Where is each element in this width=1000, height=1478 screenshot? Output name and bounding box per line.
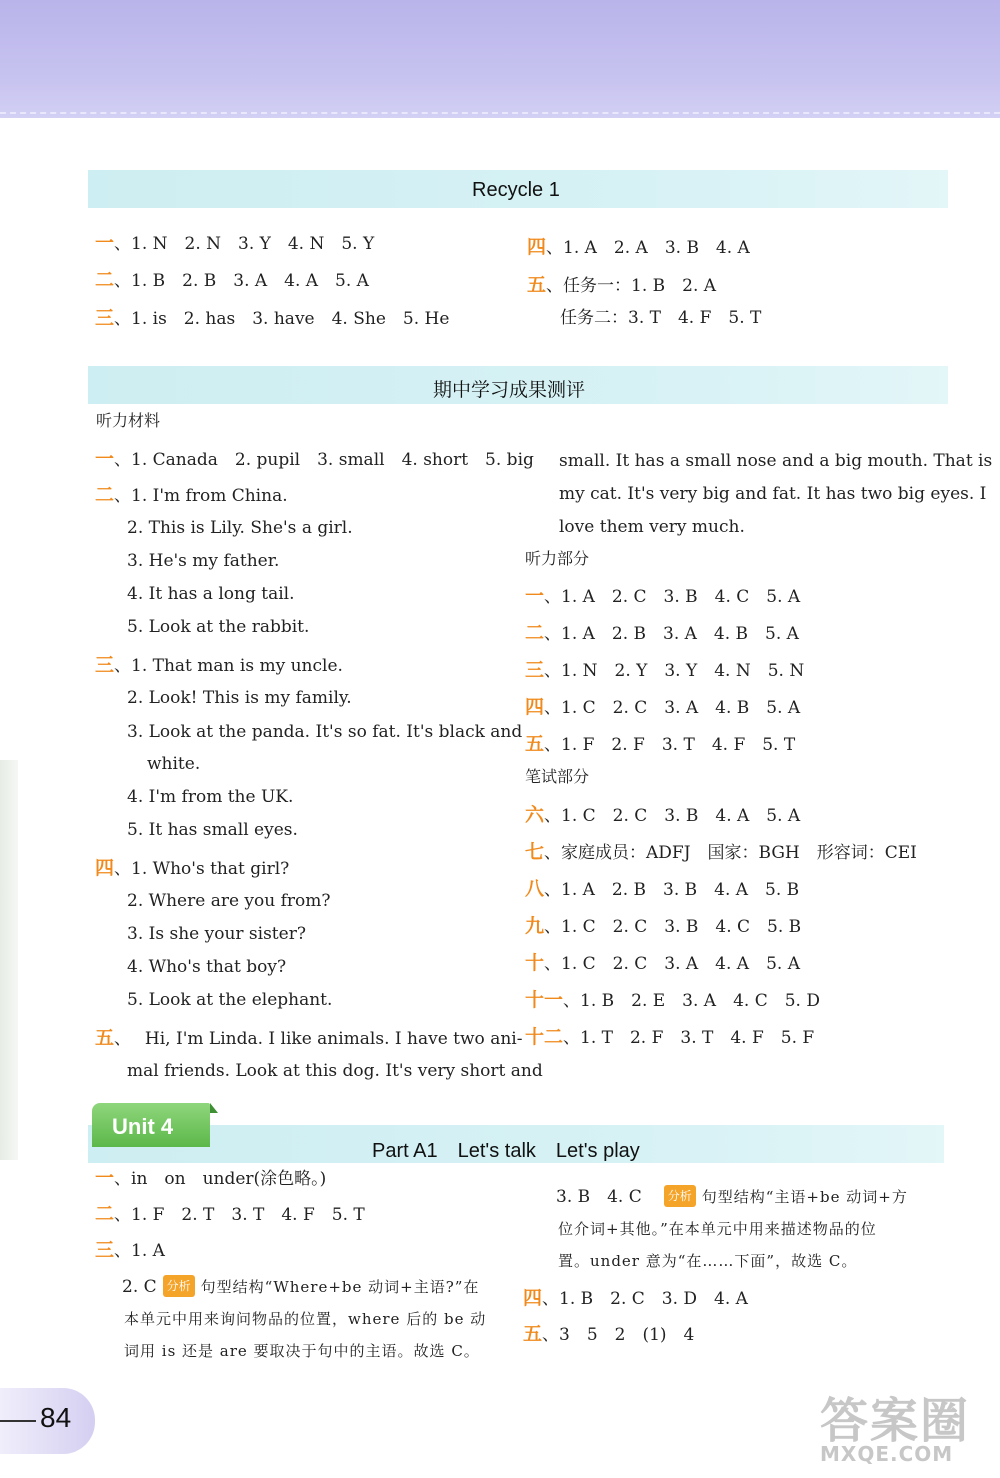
item-number: 八 bbox=[525, 878, 545, 900]
answer-line bbox=[559, 451, 992, 471]
analysis-text: 句型结构“Where+be 动词+主语?”在 bbox=[200, 1278, 480, 1296]
answer-text: 、1. A 2. B 3. A 4. B 5. A bbox=[544, 624, 799, 644]
answer-text: 4. It has a long tail. bbox=[127, 584, 295, 604]
section-title-unit4: Part A1 Let's talk Let's play bbox=[372, 1140, 640, 1162]
answer-line bbox=[525, 879, 799, 900]
answer-line bbox=[525, 660, 804, 681]
answer-line bbox=[525, 990, 820, 1011]
page-number-dash bbox=[0, 1420, 36, 1422]
answer-line bbox=[559, 517, 745, 537]
answer-text: 、1. C 2. C 3. A 4. A 5. A bbox=[544, 954, 800, 974]
answer-line bbox=[525, 916, 801, 937]
analysis-tag: 分析 bbox=[163, 1275, 195, 1297]
item-number: 二 bbox=[95, 1203, 115, 1225]
answer-line bbox=[525, 805, 800, 826]
tab-fold bbox=[210, 1103, 218, 1113]
watermark bbox=[810, 1382, 990, 1472]
item-number: 一 bbox=[95, 448, 115, 470]
answer-line bbox=[124, 1341, 480, 1361]
answer-line bbox=[95, 1204, 365, 1225]
analysis-tag: 分析 bbox=[664, 1185, 696, 1207]
unit-tab bbox=[92, 1103, 210, 1147]
answer-line bbox=[525, 842, 917, 863]
answer-text: 4. Who's that boy? bbox=[127, 957, 287, 977]
answer-text: 、1. A 2. C 3. B 4. C 5. A bbox=[544, 587, 801, 607]
item-number: 十二 bbox=[525, 1026, 564, 1048]
answer-line bbox=[523, 1324, 694, 1345]
item-number: 三 bbox=[95, 307, 115, 329]
answer-line bbox=[127, 820, 298, 840]
item-number: 五 bbox=[527, 274, 547, 296]
item-number: 一 bbox=[95, 1167, 115, 1189]
answer-text: 5. Look at the elephant. bbox=[127, 990, 333, 1010]
section-bar-recycle bbox=[88, 170, 948, 208]
section-title-recycle: Recycle 1 bbox=[472, 179, 560, 201]
answer-text: mal friends. Look at this dog. It's very short and bbox=[127, 1061, 543, 1081]
analysis-text: 句型结构“主语+be 动词+方 bbox=[701, 1188, 908, 1206]
answer-text: 、1. C 2. C 3. B 4. C 5. B bbox=[544, 917, 802, 937]
item-number: 一 bbox=[525, 585, 545, 607]
item-number: 一 bbox=[95, 232, 115, 254]
answer-line bbox=[127, 584, 294, 604]
answer-line bbox=[127, 518, 353, 538]
answer-line bbox=[127, 551, 279, 571]
answer-text: 听力部分 bbox=[525, 549, 590, 568]
watermark-logo-text: 答案圈 bbox=[820, 1393, 971, 1449]
answer-line bbox=[127, 617, 309, 637]
answer-text: 、1. C 2. C 3. B 4. A 5. A bbox=[544, 806, 801, 826]
item-number: 二 bbox=[95, 269, 115, 291]
item-number: 五 bbox=[95, 1027, 115, 1049]
answer-text: 2. Look! This is my family. bbox=[127, 688, 352, 708]
answer-text: 、1. N 2. Y 3. Y 4. N 5. N bbox=[544, 661, 805, 681]
item-number: 六 bbox=[525, 804, 545, 826]
item-number: 四 bbox=[95, 857, 115, 879]
answer-text: 任务二：3. T 4. F 5. T bbox=[560, 308, 762, 328]
answer-text: 、1. B 2. C 3. D 4. A bbox=[542, 1289, 748, 1309]
item-number: 三 bbox=[525, 659, 545, 681]
answer-line bbox=[124, 1309, 486, 1329]
answer-text: 、1. N 2. N 3. Y 4. N 5. Y bbox=[114, 234, 375, 254]
answer-text: 、1. Who's that girl? bbox=[114, 859, 290, 879]
answer-line bbox=[95, 655, 343, 676]
item-number: 四 bbox=[525, 696, 545, 718]
answer-line bbox=[95, 1028, 522, 1049]
item-number: 十 bbox=[525, 952, 545, 974]
answer-text: 、1. F 2. T 3. T 4. F 5. T bbox=[114, 1205, 365, 1225]
answer-line bbox=[525, 1027, 814, 1048]
section-bar-midterm bbox=[88, 366, 948, 404]
answer-line bbox=[525, 586, 800, 607]
answer-text: 、1. That man is my uncle. bbox=[114, 656, 343, 676]
subsection-label bbox=[525, 549, 589, 569]
answer-text: my cat. It's very big and fat. It has two big eyes. I bbox=[559, 484, 987, 504]
answer-text: 3. Is she your sister? bbox=[127, 924, 306, 944]
banner-dash-line bbox=[0, 112, 1000, 114]
answer-text: 4. I'm from the UK. bbox=[127, 787, 294, 807]
item-number: 三 bbox=[95, 654, 115, 676]
analysis-text: 词用 is 还是 are 要取决于句中的主语。故选 C。 bbox=[124, 1342, 480, 1360]
answer-line bbox=[147, 754, 200, 774]
answer-text: 5. Look at the rabbit. bbox=[127, 617, 310, 637]
analysis-text: 置。under 意为“在……下面”，故选 C。 bbox=[558, 1252, 858, 1270]
answer-text: white. bbox=[147, 754, 201, 774]
answer-line bbox=[122, 1275, 479, 1297]
answer-line bbox=[95, 270, 369, 291]
answer-text: 、in on under(涂色略。) bbox=[114, 1169, 327, 1189]
answer-line bbox=[127, 990, 332, 1010]
item-number: 三 bbox=[95, 1239, 115, 1261]
item-number: 二 bbox=[525, 622, 545, 644]
item-number: 五 bbox=[525, 733, 545, 755]
listening-material-label: 听力材料 bbox=[96, 411, 161, 430]
answer-line bbox=[525, 697, 800, 718]
answer-line bbox=[525, 623, 799, 644]
section-bar-unit4 bbox=[88, 1125, 944, 1163]
item-number: 七 bbox=[525, 841, 545, 863]
answer-line bbox=[127, 1061, 543, 1081]
answer-line bbox=[95, 308, 449, 329]
answer-text: 、1. C 2. C 3. A 4. B 5. A bbox=[544, 698, 801, 718]
item-number: 二 bbox=[95, 484, 115, 506]
answer-text: 、1. F 2. F 3. T 4. F 5. T bbox=[544, 735, 796, 755]
answer-line bbox=[525, 953, 800, 974]
answer-line bbox=[127, 957, 286, 977]
answer-text: love them very much. bbox=[559, 517, 745, 537]
item-number: 九 bbox=[525, 915, 545, 937]
answer-text: 、1. A bbox=[114, 1241, 165, 1261]
page-number: 84 bbox=[40, 1402, 72, 1433]
answer-line bbox=[523, 1288, 748, 1309]
answer-text: 、 Hi, I'm Linda. I like animals. I have two ani- bbox=[114, 1029, 523, 1049]
answer-line bbox=[525, 734, 795, 755]
page-number-tab bbox=[0, 1388, 95, 1454]
answer-text: 、任务一：1. B 2. A bbox=[546, 276, 717, 296]
answer-text: 2. This is Lily. She's a girl. bbox=[127, 518, 353, 538]
unit-tab-label: Unit 4 bbox=[112, 1114, 174, 1139]
analysis-text: 本单元中用来询问物品的位置，where 后的 be 动 bbox=[124, 1310, 487, 1328]
watermark-url: MXQE.COM bbox=[820, 1442, 954, 1466]
answer-text: 、1. A 2. B 3. B 4. A 5. B bbox=[544, 880, 800, 900]
item-number: 十一 bbox=[525, 989, 564, 1011]
answer-text: 3. B 4. C bbox=[556, 1187, 642, 1207]
item-number: 五 bbox=[523, 1323, 543, 1345]
answer-line bbox=[556, 1185, 908, 1207]
subsection-label bbox=[525, 767, 589, 787]
answer-text: 2. C bbox=[122, 1277, 157, 1297]
answer-text: 3. He's my father. bbox=[127, 551, 280, 571]
answer-line bbox=[95, 1240, 165, 1261]
answer-text: 5. It has small eyes. bbox=[127, 820, 298, 840]
item-number: 四 bbox=[523, 1287, 543, 1309]
answer-text: 、1. T 2. F 3. T 4. F 5. F bbox=[563, 1028, 815, 1048]
answer-text: 、1. is 2. has 3. have 4. She 5. He bbox=[114, 309, 450, 329]
answer-line bbox=[559, 484, 986, 504]
answer-line bbox=[527, 275, 716, 296]
answer-line bbox=[560, 308, 761, 328]
answer-line bbox=[127, 688, 352, 708]
answer-text: 2. Where are you from? bbox=[127, 891, 331, 911]
answer-line bbox=[95, 1168, 326, 1189]
answer-line bbox=[558, 1251, 857, 1271]
answer-line bbox=[127, 787, 293, 807]
section-title-midterm: 期中学习成果测评 bbox=[433, 379, 586, 401]
answer-text: 、1. I'm from China. bbox=[114, 486, 288, 506]
answer-line bbox=[127, 924, 306, 944]
answer-line bbox=[95, 449, 534, 470]
answer-line bbox=[127, 722, 522, 742]
answer-line bbox=[95, 233, 374, 254]
item-number: 四 bbox=[527, 236, 547, 258]
answer-line bbox=[127, 891, 331, 911]
answer-text: 笔试部分 bbox=[525, 767, 590, 786]
page-edge-shadow bbox=[0, 760, 18, 1160]
answer-text: 、1. B 2. B 3. A 4. A 5. A bbox=[114, 271, 369, 291]
answer-text: 、1. Canada 2. pupil 3. small 4. short 5. big bbox=[114, 450, 534, 470]
top-banner bbox=[0, 0, 1000, 118]
answer-line bbox=[95, 858, 289, 879]
answer-line bbox=[558, 1219, 877, 1239]
answer-text: small. It has a small nose and a big mouth. That is bbox=[559, 451, 993, 471]
answer-text: 、1. B 2. E 3. A 4. C 5. D bbox=[563, 991, 820, 1011]
answer-text: 、家庭成员：ADFJ 国家：BGH 形容词：CEI bbox=[544, 843, 917, 863]
answer-text: 、1. A 2. A 3. B 4. A bbox=[546, 238, 750, 258]
answer-text: 、3 5 2 (1) 4 bbox=[542, 1325, 695, 1345]
answer-line bbox=[95, 485, 288, 506]
analysis-text: 位介词+其他。”在本单元中用来描述物品的位 bbox=[558, 1220, 877, 1238]
answer-text: 3. Look at the panda. It's so fat. It's black and bbox=[127, 722, 523, 742]
answer-line bbox=[527, 237, 750, 258]
